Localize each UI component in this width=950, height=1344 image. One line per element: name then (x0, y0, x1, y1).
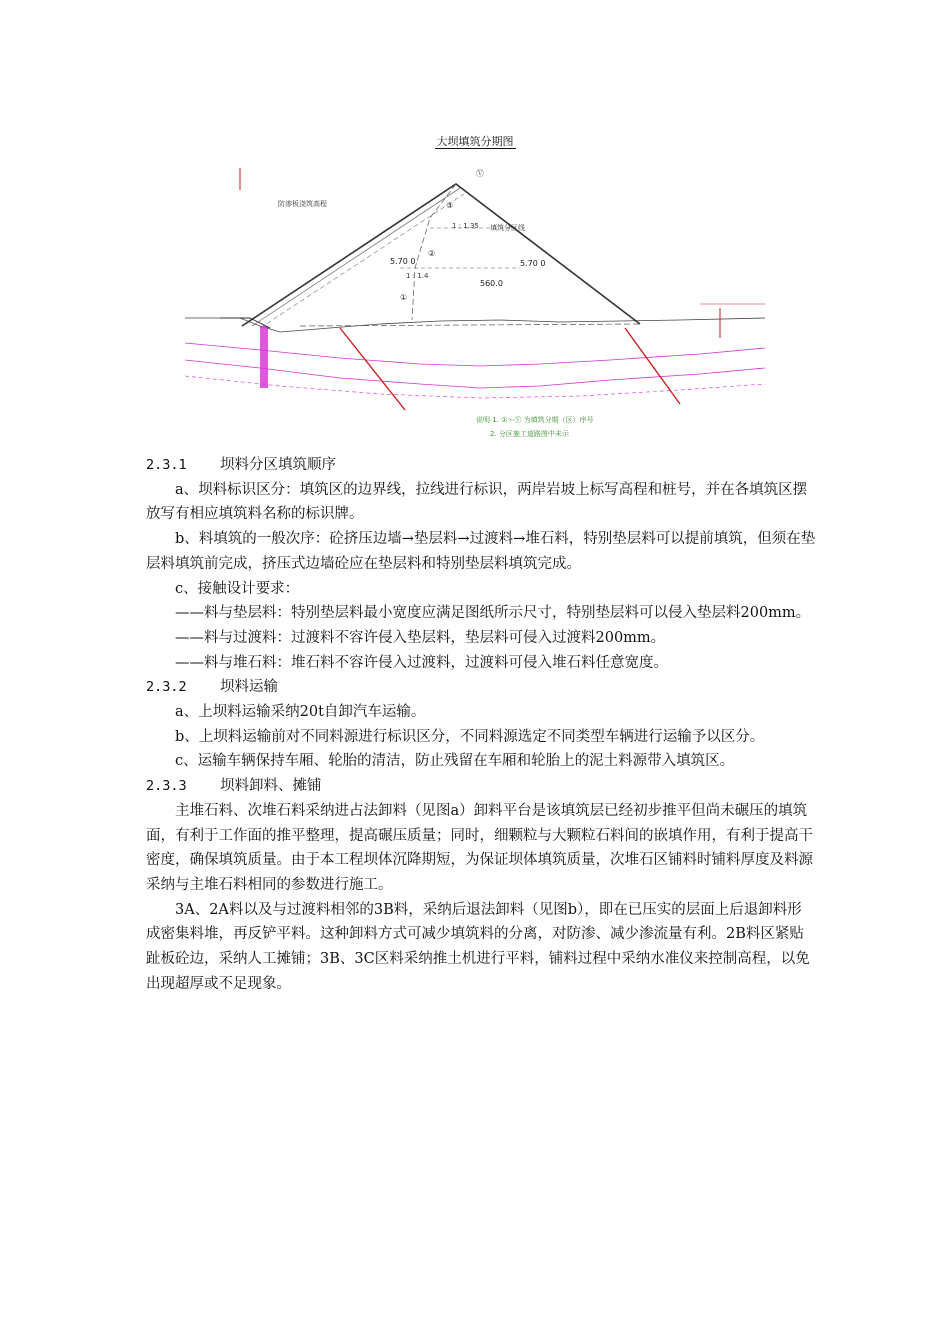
section-heading: 2.3.3 坝料卸料、摊铺 (146, 778, 322, 795)
paragraph: 主堆石料、次堆石料采纳进占法卸料（见图a）卸料平台是该填筑层已经初步推平但尚未碾压的填筑面，有利于工作面的推平整理，提高碾压质量；同时，细颗粒与大颗粒石料间的嵌填作用，有利于提高干密度，确保填筑质量。由于本工程坝体沉降期短，为保证坝体填筑质量，次堆石区铺料时铺料厚度及料源采纳与主堆石料相同的参数进行施工。 (146, 802, 813, 893)
section-heading: 2.3.2 坝料运输 (146, 679, 278, 696)
label-face-elev: 防渗板浇筑高程 (278, 200, 327, 208)
paragraph: ——料与堆石料：堆石料不容许侵入过渡料，过渡料可侵入堆石料任意宽度。 (175, 654, 668, 671)
paragraph: b、上坝料运输前对不同料源进行标识区分，不同料源选定不同类型车辆进行运输予以区分。 (175, 728, 765, 745)
paragraph: c、运输车辆保持车厢、轮胎的清洁，防止残留在车厢和轮胎上的泥土料源带入填筑区。 (175, 753, 735, 770)
zone-mark-3: ③ (446, 201, 454, 210)
paragraph: 3A、2A料以及与过渡料相邻的3B料，采纳后退法卸料（见图b），即在已压实的层面上后退卸料形成密集料堆，再反铲平料。这种卸料方式可减少填筑料的分离，对防渗、减少渗流量有利。2B料区紧贴趾板砼边，采纳人工摊铺；3B、3C区料采纳推土机进行平料，铺料过程中采纳水准仪来控制高程，以免出现超厚或不足现象。 (146, 901, 810, 992)
dam-filling-stage-figure (180, 128, 770, 448)
zone-mark-1: ① (400, 293, 408, 302)
paragraph: a、坝料标识区分：填筑区的边界线，拉线进行标识，两岸岩坡上标写高程和桩号，并在各填筑区摆放写有相应填筑料名称的标识牌。 (146, 481, 808, 523)
figure-title: 大坝填筑分期图 (436, 135, 514, 148)
paragraph: ——料与过渡料：过渡料不容许侵入垫层料，垫层料可侵入过渡料200mm。 (175, 629, 666, 646)
section-heading: 2.3.1 坝料分区填筑顺序 (146, 457, 336, 473)
dam-section-drawing (180, 128, 770, 448)
label-elev-3: 560.0 (480, 279, 503, 288)
label-elev-2: 5.70 0 (520, 259, 546, 268)
label-slope-1: 1 : 1.35 (452, 222, 479, 230)
zone-mark-v: Ⓥ (476, 169, 484, 178)
label-elev-1: 5.70 0 (390, 257, 416, 266)
paragraph: c、接触设计要求： (175, 580, 300, 597)
figure-note-1: 说明 1. ①～Ⓥ 为填筑分期（区）序号 (476, 416, 594, 424)
paragraph: a、上坝料运输采纳20t自卸汽车运输。 (175, 704, 426, 721)
label-zone-line: 填筑分区线 (490, 224, 525, 232)
label-slope-2: 1 : 1.4 (406, 272, 429, 280)
paragraph: ——料与垫层料：特别垫层料最小宽度应满足图纸所示尺寸，特别垫层料可以侵入垫层料200mm。 (175, 605, 811, 622)
figure-note-2: 2. 分区施工道路图中未示 (490, 430, 569, 438)
paragraph: b、料填筑的一般次序：砼挤压边墙→垫层料→过渡料→堆石料，特别垫层料可以提前填筑，但须在垫层料填筑前完成，挤压式边墙砼应在垫层料和特别垫层料填筑完成。 (146, 531, 816, 572)
document-body (146, 453, 816, 996)
zone-mark-2: ② (428, 249, 436, 258)
